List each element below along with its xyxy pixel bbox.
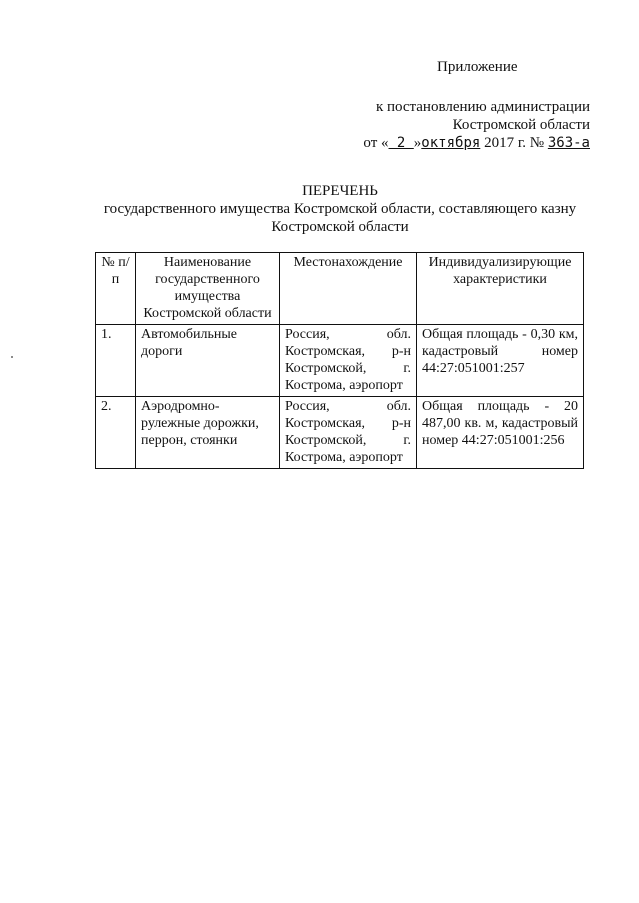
document-title: ПЕРЕЧЕНЬ [302,183,378,199]
date-day: 2 [388,135,414,151]
row-number: 1. [96,325,136,397]
row-characteristics: Общая площадь - 20 487,00 кв. м, кадастровый номер 44:27:051001:256 [417,397,584,469]
date-year: 2017 г. № [480,135,548,151]
header-characteristics: Индивидуализирующие характеристики [417,253,584,325]
table-header-row [96,253,584,325]
scan-speck [11,356,13,358]
row-characteristics: Общая площадь - 0,30 км, кадастровый номер 44:27:051001:257 [417,325,584,397]
row-location: Россия, обл. Костромская, р-н Костромской, г. Кострома, аэропорт [280,325,417,397]
decree-date-line [330,134,590,152]
document-subtitle-2: Костромской области [271,219,409,235]
document-heading [80,182,600,236]
annex-title: Приложение [437,59,518,75]
decree-line-2: Костромской области [452,117,590,133]
date-prefix: от « [363,135,389,151]
table-row [96,325,584,397]
property-table [95,252,584,469]
decree-line-1: к постановлению администрации [375,99,590,115]
row-number: 2. [96,397,136,469]
row-location: Россия, обл. Костромская, р-н Костромской, г. Кострома, аэропорт [280,397,417,469]
header-name: Наименование государственного имущества Костромской области [136,253,280,325]
header-location: Местонахождение [280,253,417,325]
date-month: октября [421,135,481,151]
date-mid: » [413,135,422,151]
row-name: Автомобильные дороги [136,325,280,397]
table-row [96,397,584,469]
decree-number: 363-а [547,135,590,151]
decree-reference [330,98,590,152]
row-name: Аэродромно-рулежные дорожки, перрон, стоянки [136,397,280,469]
header-number: № п/п [96,253,136,325]
document-subtitle-1: государственного имущества Костромской области, составляющего казну [103,201,577,217]
